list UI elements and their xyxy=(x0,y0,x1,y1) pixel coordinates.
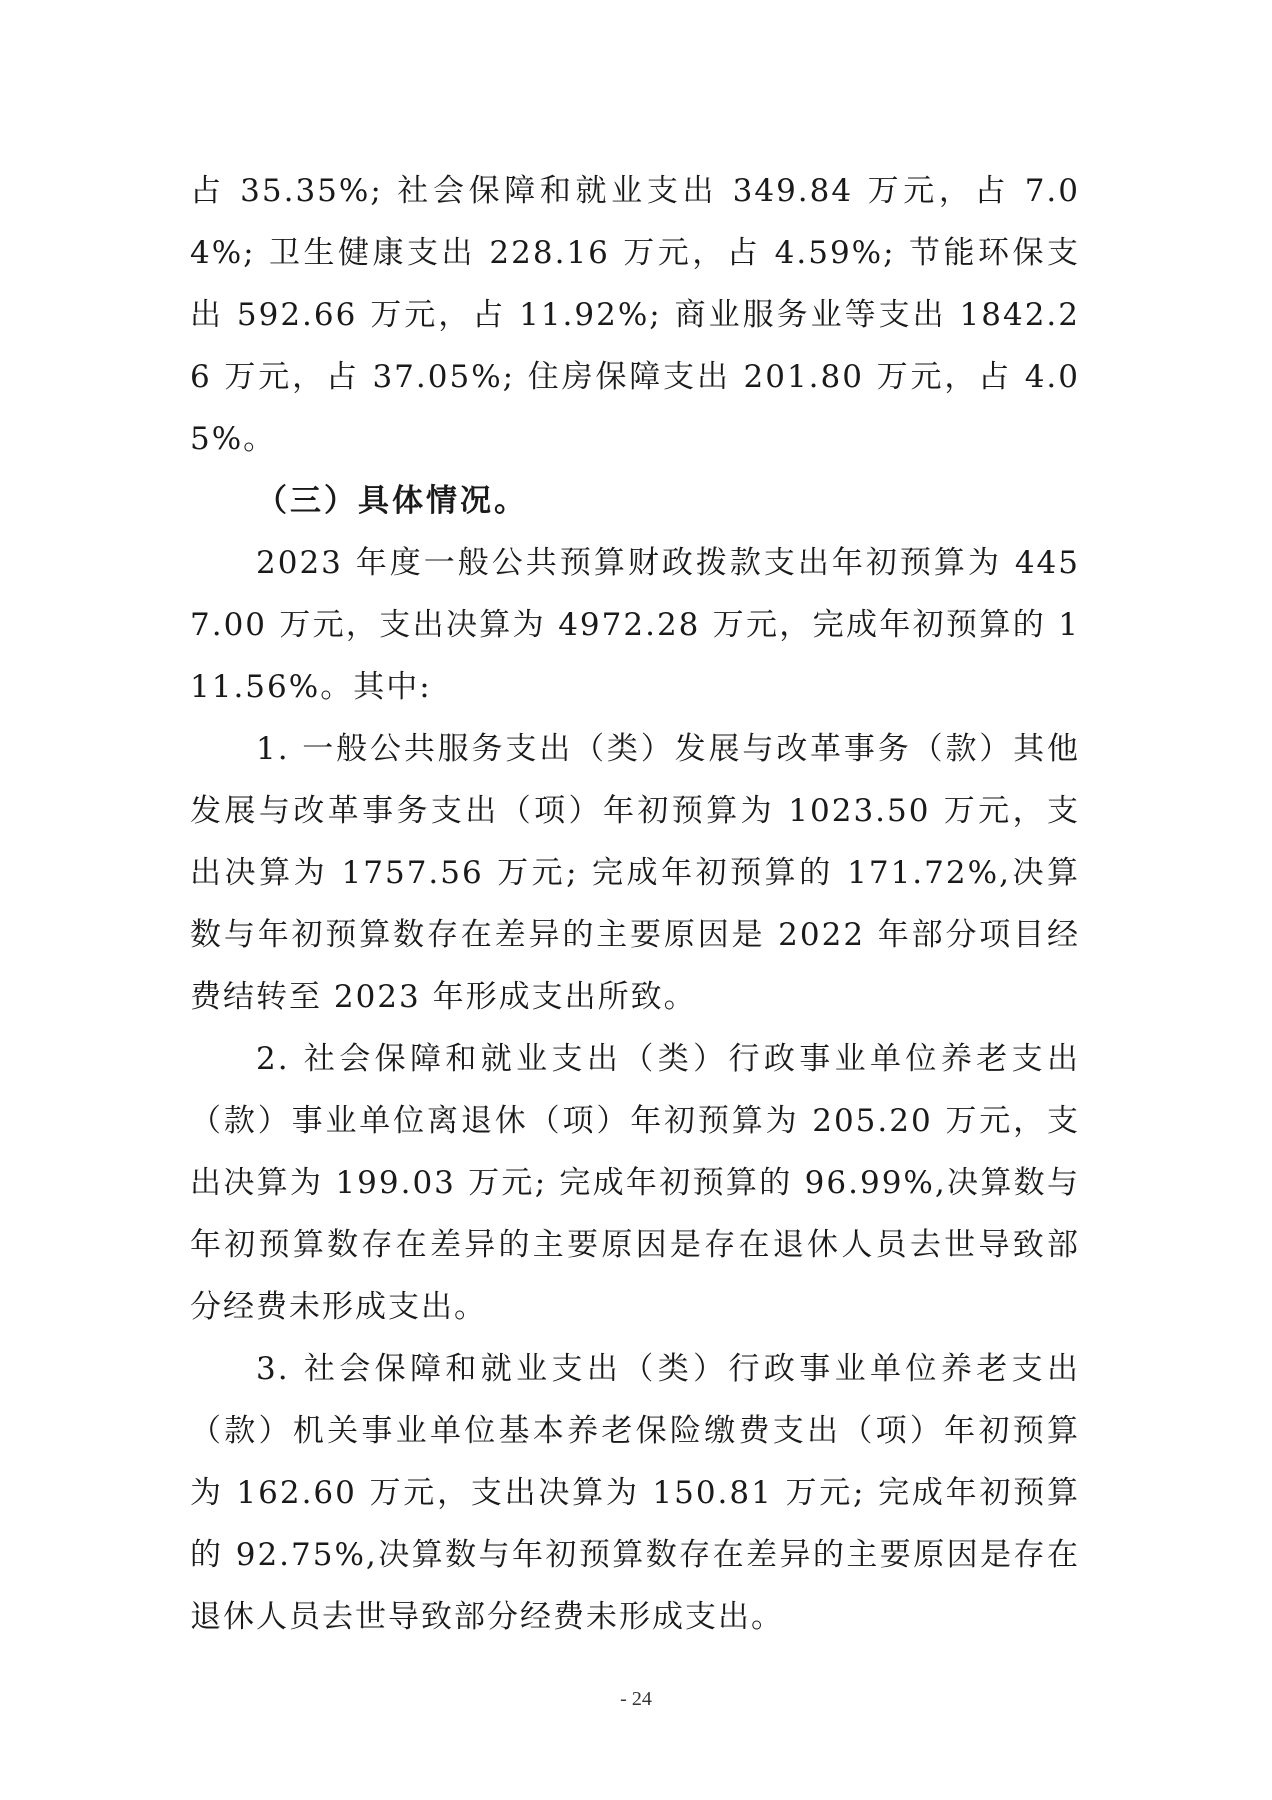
paragraph-item-2-retirement: 2. 社会保障和就业支出（类）行政事业单位养老支出（款）事业单位离退休（项）年初预算为 205.20 万元，支出决算为 199.03 万元; 完成年初预算的 96.99%,决算数与年初预算数存在差异的主要原因是存在退休人员去世导致部分经费未形成支出。 xyxy=(190,1041,1080,1325)
paragraph-item-3-pension-insurance: 3. 社会保障和就业支出（类）行政事业单位养老支出（款）机关事业单位基本养老保险缴费支出（项）年初预算为 162.60 万元，支出决算为 150.81 万元; 完成年初预算的 92.75%,决算数与年初预算数存在差异的主要原因是存在退休人员去世导致部分经费未形成支出。 xyxy=(190,1351,1080,1635)
paragraph-expenditure-shares: 占 35.35%; 社会保障和就业支出 349.84 万元，占 7.04%; 卫生健康支出 228.16 万元，占 4.59%; 节能环保支出 592.66 万元，占 11.92%; 商业服务业等支出 1842.26 万元，占 37.05%; 住房保障支出 201.80 万元，占 4.05%。 xyxy=(190,173,1080,457)
paragraph-budget-overview: 2023 年度一般公共预算财政拨款支出年初预算为 4457.00 万元，支出决算为 4972.28 万元，完成年初预算的 111.56%。其中: xyxy=(190,545,1080,705)
paragraph-item-1-general-public-services: 1. 一般公共服务支出（类）发展与改革事务（款）其他发展与改革事务支出（项）年初预算为 1023.50 万元，支出决算为 1757.56 万元; 完成年初预算的 171.72%,决算数与年初预算数存在差异的主要原因是 2022 年部分项目经费结转至 2023 年形成支出所致。 xyxy=(190,731,1080,1015)
section-heading-specific-situation: （三）具体情况。 xyxy=(256,483,528,519)
page-number: - 24 xyxy=(620,1688,652,1710)
document-body xyxy=(190,160,1080,1648)
